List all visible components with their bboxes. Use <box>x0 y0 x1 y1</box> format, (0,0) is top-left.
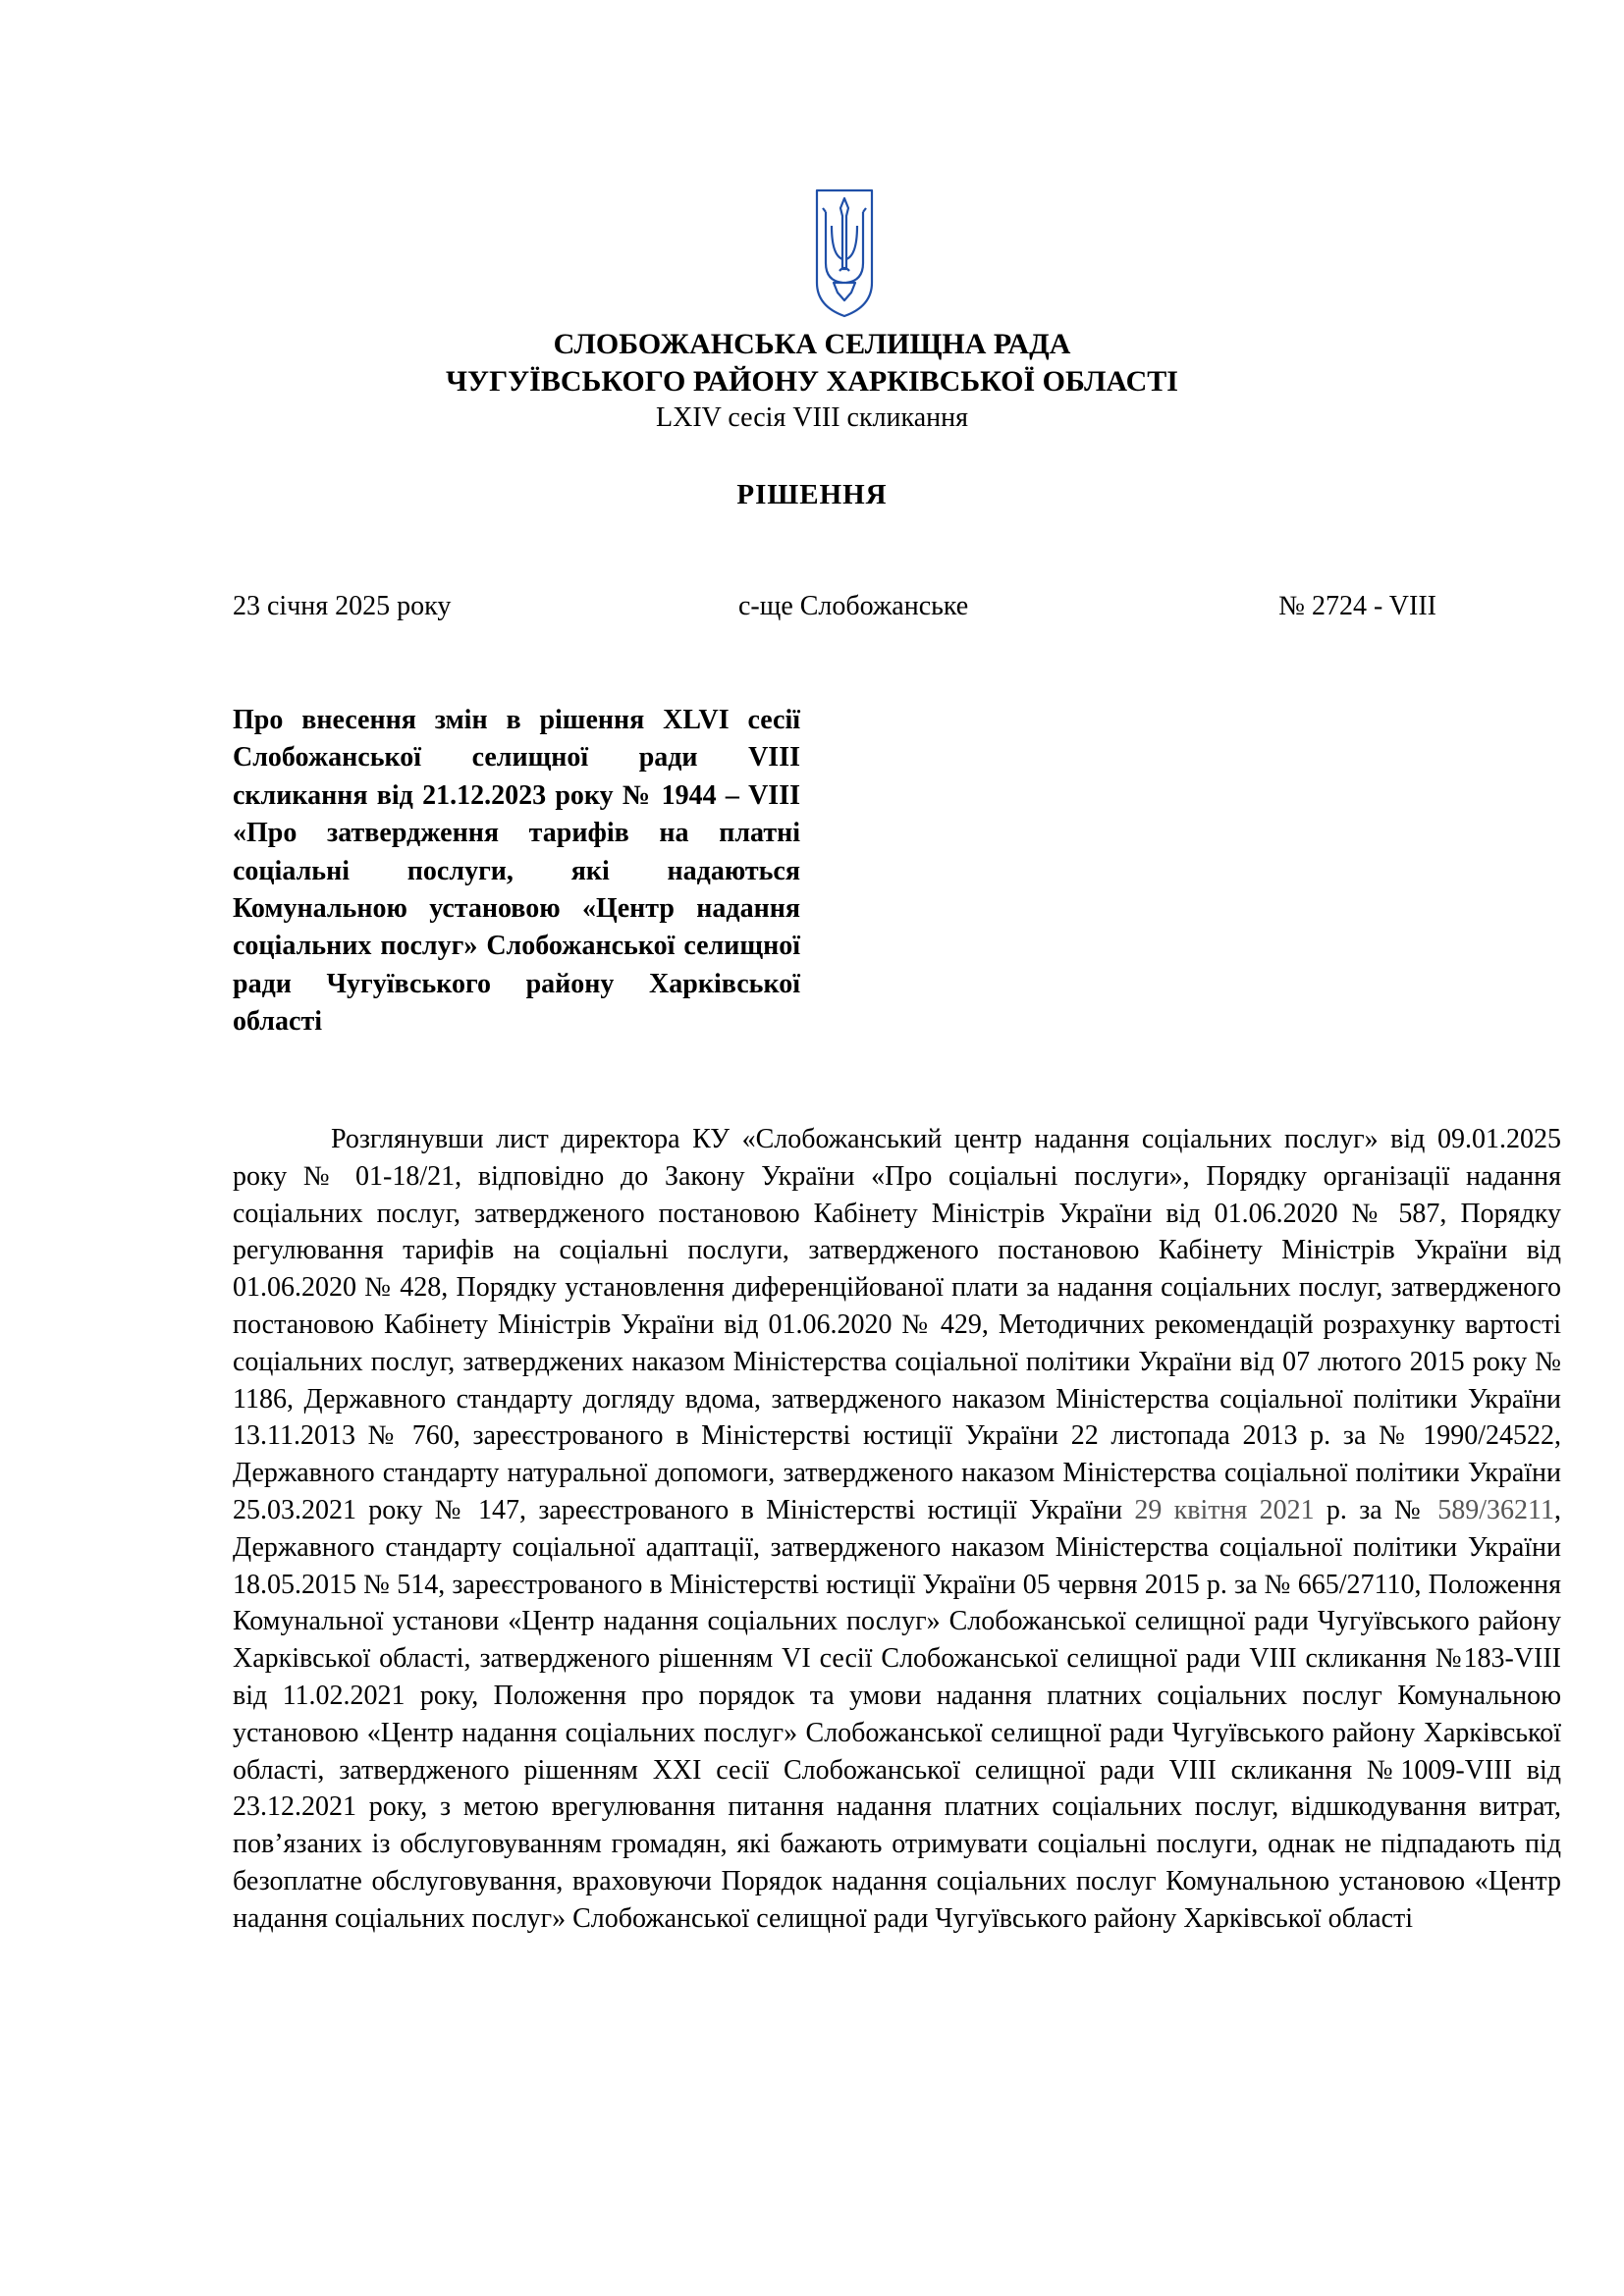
header <box>0 326 1624 436</box>
body-muted-number: 589/36211 <box>1437 1494 1554 1525</box>
session-line: LXIV сесія VIII скликання <box>656 402 968 433</box>
district-line: ЧУГУЇВСЬКОГО РАЙОНУ ХАРКІВСЬКОЇ ОБЛАСТІ <box>446 365 1178 398</box>
council-name: СЛОБОЖАНСЬКА СЕЛИЩНА РАДА <box>553 328 1071 360</box>
body-part-2: р. за № <box>1314 1494 1438 1525</box>
document-place: с-ще Слобожанське <box>738 591 969 621</box>
subject-title: Про внесення змін в рішення XLVI сесії Слобожанської селищної ради VIII скликання від 21.12.2023 року № 1944 – VIII «Про затвердження тарифів на платні соціальні послуги, які надаються Комунальною установою «Центр надання соціальних послуг» Слобожанської селищної ради Чугуївського району Харківської області <box>233 705 800 1038</box>
body-paragraph <box>233 1121 1561 1938</box>
document-type: РІШЕННЯ <box>736 479 888 510</box>
document-meta <box>233 589 1436 628</box>
body-part-1: Розглянувши лист директора КУ «Слобожанський центр надання соціальних послуг» від 09.01.2025 року № 01-18/21, відповідно до Закону України «Про соціальні послуги», Порядку організації надання соціальних послуг, затвердженого постановою Кабінету Міністрів України від 01.06.2020 № 587, Порядку регулювання тарифів на соціальні послуги, затвердженого постановою Кабінету Міністрів України від 01.06.2020 № 428, Порядку установлення диференційованої плати за надання соціальних послуг, затвердженого постановою Кабінету Міністрів України від 01.06.2020 № 429, Методичних рекомендацій розрахунку вартості соціальних послуг, затверджених наказом Міністерства соціальної політики України від 07 лютого 2015 року № 1186, Державного стандарту догляду вдома, затвердженого наказом Міністерства соціальної політики України 13.11.2013 № 760, зареєстрованого в Міністерстві юстиції України 22 листопада 2013 р. за № 1990/24522, Державного стандарту натуральної допомоги, затвердженого наказом Міністерства соціальної політики України 25.03.2021 року № 147, зареєстрованого в Міністерстві юстиції України <box>233 1124 1561 1525</box>
trident-icon <box>814 187 875 320</box>
document-number: № 2724 - VIII <box>1278 591 1436 621</box>
body-part-3: , Державного стандарту соціальної адаптації, затвердженого наказом Міністерства соціальної політики України 18.05.2015 № 514, зареєстрованого в Міністерстві юстиції України 05 червня 2015 р. за № 665/27110, Положення Комунальної установи «Центр надання соціальних послуг» Слобожанської селищної ради Чугуївського району Харківської області, затвердженого рішенням VI сесії Слобожанської селищної ради VIII скликання №183-VIII від 11.02.2021 року, Положення про порядок та умови надання платних соціальних послуг Комунальною установою «Центр надання соціальних послуг» Слобожанської селищної ради Чугуївського району Харківської області, затвердженого рішенням XXI сесії Слобожанської селищної ради VIII скликання №1009-VIII від 23.12.2021 року, з метою врегулювання питання надання платних соціальних послуг, відшкодування витрат, пов’язаних із обслуговуванням громадян, які бажають отримувати соціальні послуги, однак не підпадають під безоплатне обслуговування, враховуючи Порядок надання соціальних послуг Комунальною установою «Центр надання соціальних послуг» Слобожанської селищної ради Чугуївського району Харківської області <box>233 1494 1561 1934</box>
body-muted-date: 29 квітня 2021 <box>1134 1494 1315 1525</box>
document-date: 23 січня 2025 року <box>233 591 452 621</box>
